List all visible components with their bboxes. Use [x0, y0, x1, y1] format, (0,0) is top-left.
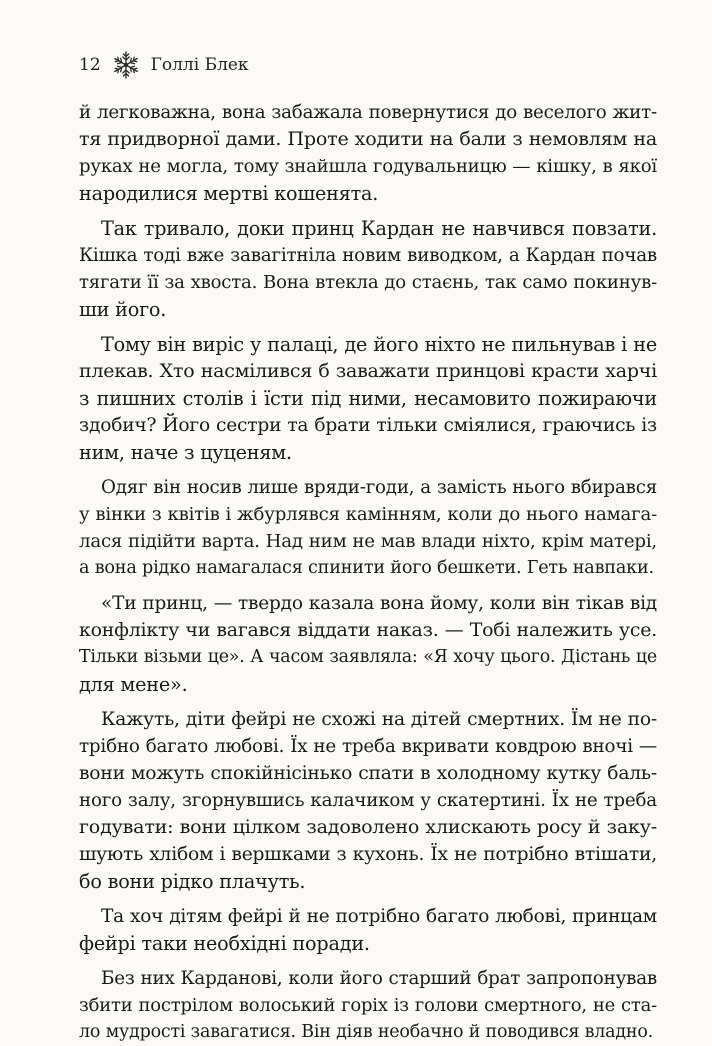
text-line: Так тривало, доки принц Кардан не навчився повзати. [101, 217, 657, 240]
text-line: Тільки візьми це». А часом заявляла: «Я хочу цього. Дістань це [79, 647, 657, 667]
text-line: ши його. [79, 298, 167, 321]
text-line: здобич? Його сестри та брати тільки сміялися, граючись із [79, 415, 657, 436]
paragraph [79, 99, 657, 207]
text-line: тягати її за хвоста. Вона втекла до стаєнь, так само покинув- [79, 272, 657, 293]
text-line: збити пострілом волоський горіх із голови смертного, не ста- [79, 995, 657, 1016]
text-line: бо вони рідко плачуть. [79, 870, 306, 893]
text-line: з пишних столів і їсти під ними, несамовито пожираючи [79, 387, 657, 410]
text-line: лася підійти варта. Над ним не мав влади ніхто, крім матері, [79, 531, 657, 552]
text-line: ним, наче з цуценям. [79, 441, 292, 464]
paragraph [79, 965, 657, 1046]
text-line: вони можуть спокійнісінько спати в холодному кутку баль- [79, 763, 657, 784]
text-line: Кажуть, діти фейрі не схожі на дітей смертних. Їм не по- [101, 709, 657, 730]
text-line: Без них Карданові, коли його старший брат запропонував [101, 968, 657, 989]
page-number: 12 [79, 55, 101, 75]
text-line: Тому він виріс у палаці, де його ніхто не пильнував і не [101, 333, 657, 356]
text-line: плекав. Хто насмілився б заважати принцові красти харчі [79, 360, 657, 382]
running-head-author: Голлі Блек [150, 55, 249, 75]
paragraph [79, 590, 657, 698]
text-line: для мене». [79, 673, 188, 696]
paragraph [79, 903, 657, 957]
body-text [79, 99, 657, 1046]
text-line: народилися мертві кошенята. [79, 182, 379, 205]
text-line: ного залу, згорнувшись калачиком у скатертині. Їх не треба [79, 790, 657, 811]
paragraph [79, 474, 657, 582]
page-header [79, 48, 249, 82]
text-line: а вона рідко намагалася спинити його бешкети. Геть навпаки. [79, 558, 654, 578]
text-line: тя придворної дами. Проте ходити на бали з немовлям на [79, 128, 657, 150]
text-line: Та хоч дітям фейрі й не потрібно багато любові, принцам [101, 906, 657, 927]
paragraph [79, 331, 657, 466]
text-line: конфлікту чи вагався віддати наказ. — Тобі належить усе. [79, 619, 657, 641]
text-line: Одяг він носив лише вряди-годи, а замість нього вбирався [101, 477, 657, 498]
text-line: «Ти принц, — твердо казала вона йому, коли він тікав від [101, 593, 657, 614]
text-line: годувати: вони цілком задоволено хлискають росу й заку- [79, 816, 657, 838]
text-line: й легковажна, вона забажала повернутися до веселого жит- [79, 102, 657, 123]
text-line: руках не могла, тому знайшла годувальницю — кішку, в якої [79, 156, 657, 177]
text-line: трібно багато любові. Їх не треба вкривати ковдрою вночі — [79, 736, 657, 757]
text-line: фейрі таки необхідні поради. [79, 932, 370, 955]
snowflake-icon [111, 50, 141, 80]
text-line: Кішка тоді вже завагітніла новим виводком, а Кардан почав [79, 245, 657, 266]
text-line: шують хлібом і вершками з кухонь. Їх не потрібно втішати, [79, 844, 657, 865]
text-line: ло мудрості завагатися. Він діяв необачно й поводився владно. [79, 1022, 654, 1042]
text-line: у вінки з квітів і жбурлявся камінням, коли до нього намага- [79, 504, 657, 525]
paragraph [79, 706, 657, 895]
paragraph [79, 215, 657, 323]
